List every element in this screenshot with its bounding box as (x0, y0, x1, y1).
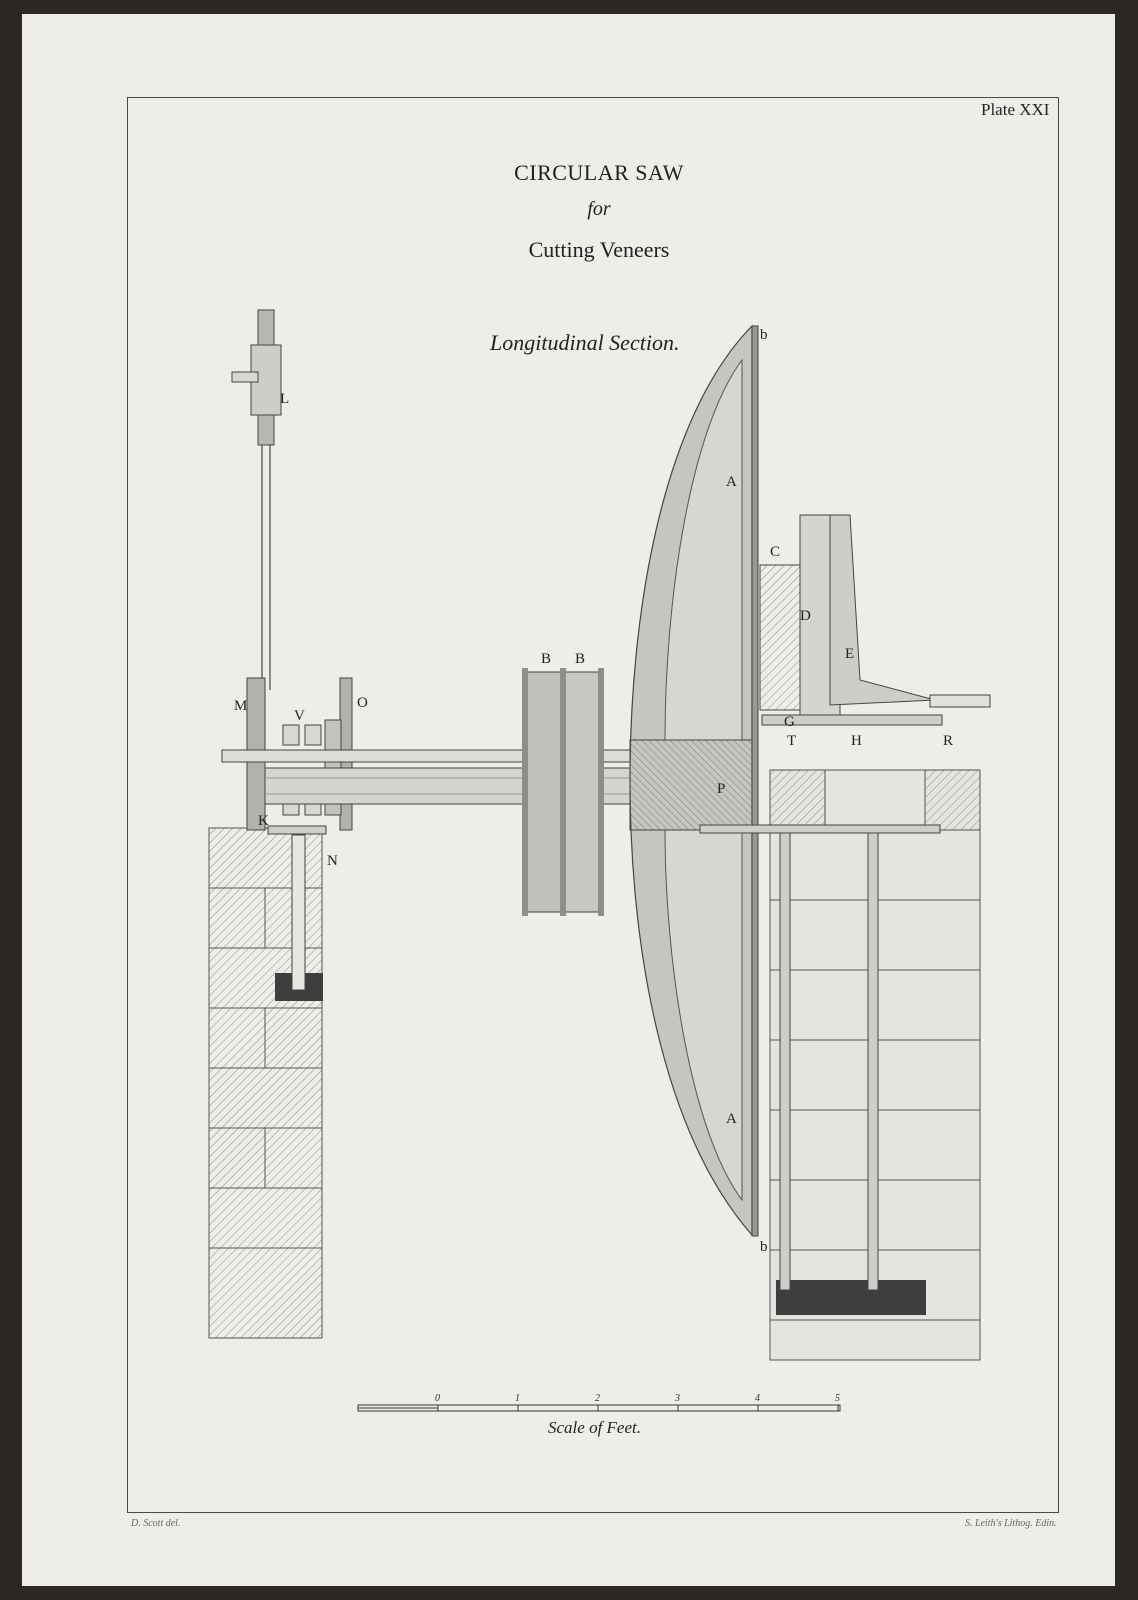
label-v: V (294, 708, 305, 724)
label-e: E (845, 646, 855, 662)
scale-tick-4: 4 (755, 1393, 760, 1404)
title-line-3: Cutting Veneers (528, 237, 670, 262)
label-k: K (258, 813, 269, 829)
title-line-2: for (587, 198, 611, 220)
label-a-bottom: A (726, 1111, 737, 1127)
section-label: Longitudinal Section. (490, 330, 680, 355)
scale-bar (358, 1393, 840, 1411)
label-b-right: B (575, 651, 586, 667)
label-o: O (357, 695, 368, 711)
label-r: R (943, 733, 954, 749)
scale-caption: Scale of Feet. (548, 1418, 641, 1437)
title-line-1: CIRCULAR SAW (514, 160, 684, 185)
saw-wheel-a (630, 326, 758, 1236)
label-n: N (327, 853, 338, 869)
label-g: G (784, 714, 795, 730)
label-l: L (280, 391, 290, 407)
pulley-l (232, 310, 281, 690)
label-d: D (800, 608, 811, 624)
scale-tick-0: 0 (435, 1393, 440, 1404)
left-masonry-pier (209, 826, 326, 1338)
label-b-bottom: b (760, 1239, 768, 1255)
label-h: H (851, 733, 862, 749)
credit-draughtsman: D. Scott del. (131, 1518, 181, 1529)
label-m: M (234, 698, 248, 714)
label-p: P (717, 781, 726, 797)
label-a-top: A (726, 474, 737, 490)
scale-tick-5: 5 (835, 1393, 840, 1404)
label-b-top: b (760, 327, 768, 343)
label-t: T (787, 733, 797, 749)
scale-tick-1: 1 (515, 1393, 520, 1404)
scale-tick-2: 2 (595, 1393, 600, 1404)
label-c: C (770, 544, 781, 560)
label-b-left: B (541, 651, 552, 667)
scale-tick-3: 3 (675, 1393, 680, 1404)
plate-number: Plate XXI (981, 100, 1050, 119)
drums-b (522, 668, 604, 916)
credit-lithographer: S. Leith's Lithog. Edin. (965, 1518, 1057, 1529)
